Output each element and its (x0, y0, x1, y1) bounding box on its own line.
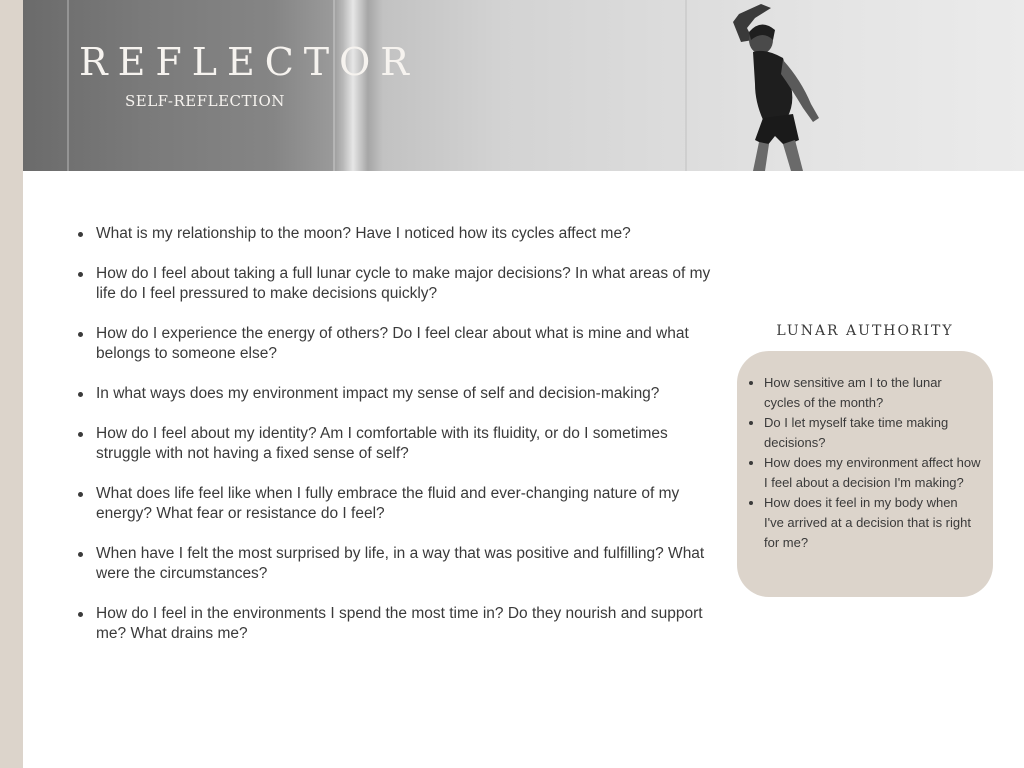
bullet-icon (78, 392, 83, 397)
wall-texture-line (333, 0, 335, 171)
list-item: How do I feel about taking a full lunar cycle to make major decisions? In what areas of my life do I feel pressured to make decisions quickly? (78, 264, 718, 304)
list-item: How does my environment affect how I feel about a decision I'm making? (749, 453, 981, 493)
page-subtitle: SELF-REFLECTION (125, 92, 285, 110)
header-banner (23, 0, 1024, 171)
dancer-photo (703, 0, 853, 171)
page-title: REFLECTOR (79, 40, 419, 84)
lunar-authority-card (737, 351, 993, 597)
bullet-icon (78, 332, 83, 337)
list-item: How do I feel about my identity? Am I comfortable with its fluidity, or do I sometimes struggle with not having a fixed sense of self? (78, 424, 718, 464)
bullet-icon (78, 492, 83, 497)
list-item: How does it feel in my body when I've arrived at a decision that is right for me? (749, 493, 981, 553)
bullet-icon (749, 461, 753, 465)
list-item: When have I felt the most surprised by life, in a way that was positive and fulfilling? What were the circumstances? (78, 544, 718, 584)
bullet-icon (78, 612, 83, 617)
sidebar-heading: LUNAR AUTHORITY (776, 323, 954, 339)
wall-texture-line (67, 0, 69, 171)
bullet-icon (78, 552, 83, 557)
wall-corner-line (685, 0, 687, 171)
list-item: How do I feel in the environments I spend the most time in? Do they nourish and support me? What drains me? (78, 604, 718, 644)
bullet-icon (78, 272, 83, 277)
list-item: Do I let myself take time making decisions? (749, 413, 981, 453)
bullet-icon (749, 421, 753, 425)
bullet-icon (749, 381, 753, 385)
list-item: How do I experience the energy of others? Do I feel clear about what is mine and what belongs to someone else? (78, 324, 718, 364)
list-item: What is my relationship to the moon? Have I noticed how its cycles affect me? (78, 224, 718, 244)
bullet-icon (78, 432, 83, 437)
bullet-icon (749, 501, 753, 505)
bullet-icon (78, 232, 83, 237)
list-item: How sensitive am I to the lunar cycles of the month? (749, 373, 981, 413)
left-accent-strip (0, 0, 23, 768)
lunar-authority-list (749, 373, 981, 553)
list-item: In what ways does my environment impact my sense of self and decision-making? (78, 384, 718, 404)
list-item: What does life feel like when I fully embrace the fluid and ever-changing nature of my energy? What fear or resistance do I feel? (78, 484, 718, 524)
reflection-question-list (78, 224, 718, 664)
